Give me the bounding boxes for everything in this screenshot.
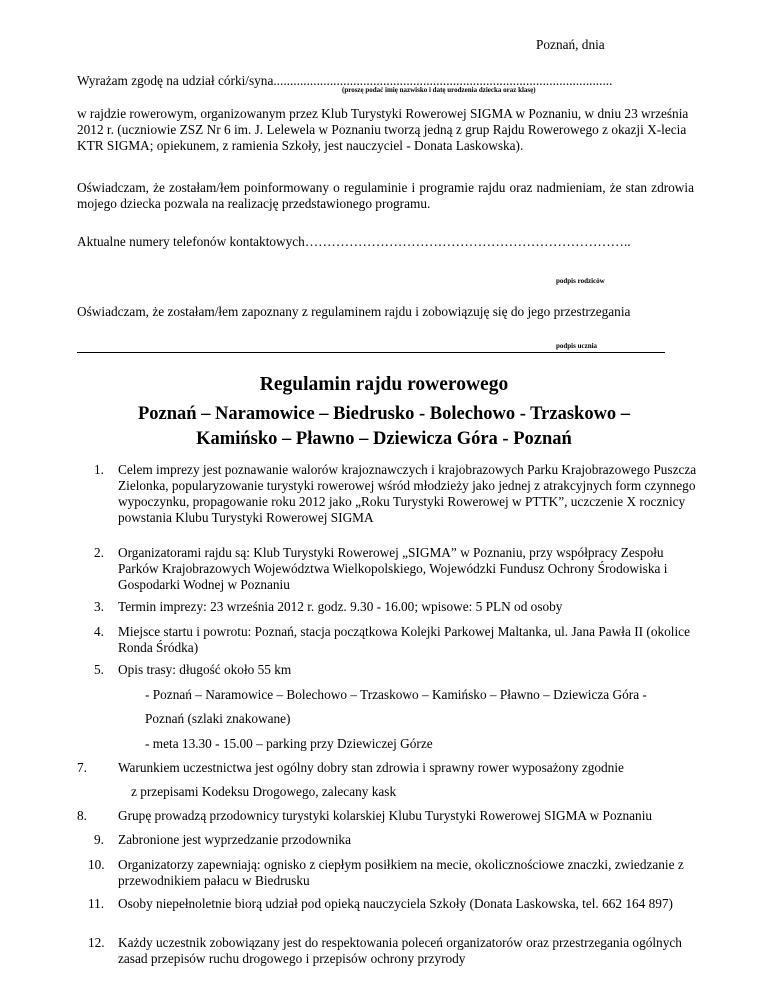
item-number: 1. <box>94 462 104 477</box>
item-text-cont: z przepisami Kodeksu Drogowego, zalecany kask <box>131 784 397 799</box>
item-number: 9. <box>94 832 104 847</box>
item-number: 5. <box>94 662 104 677</box>
signature-divider <box>77 352 665 353</box>
place-date: Poznań, dnia <box>536 37 605 52</box>
item-text: Warunkiem uczestnictwa jest ogólny dobry stan zdrowia i sprawny rower wyposażony zgodnie <box>118 760 624 775</box>
item-text: Miejsce startu i powrotu: Poznań, stacja początkowa Kolejki Parkowej Maltanka, ul. Jana Pawła II (okolice Ronda Śródka) <box>118 624 690 655</box>
item-number: 3. <box>94 599 104 614</box>
item-text: Organizatorzy zapewniają: ognisko z ciepłym posiłkiem na mecie, okolicznościowe znaczki, zwiedzanie z przewodnikiem pałacu w Biedrusku <box>118 857 684 888</box>
route-title-line2: Kamińsko – Pławno – Dziewicza Góra - Poznań <box>196 429 572 449</box>
item-text: Organizatorami rajdu są: Klub Turystyki Rowerowej „SIGMA” w Poznaniu, przy współpracy Zespołu Parków Krajobrazowych Województwa Wielkopolskiego, Wojewódzki Fundusz Ochrony Środowiska i Gospodarki Wodnej w Poznaniu <box>118 545 668 592</box>
item-number: 7. <box>77 760 87 775</box>
consent-line: Wyrażam zgodę na udział córki/syna...................................................................................................... <box>77 73 613 88</box>
item-text: Termin imprezy: 23 września 2012 r. godz. 9.30 - 16.00; wpisowe: 5 PLN od osoby <box>118 599 563 614</box>
student-signature-label: podpis ucznia <box>556 342 598 350</box>
item-number: 4. <box>94 624 104 639</box>
item-text: Osoby niepełnoletnie biorą udział pod opieką nauczyciela Szkoły (Donata Laskowska, tel. 662 164 897) <box>118 896 673 911</box>
route-finish: - meta 13.30 - 15.00 – parking przy Dziewiczej Górze <box>145 736 433 751</box>
route-description-cont: Poznań (szlaki znakowane) <box>145 711 291 726</box>
item-number: 2. <box>94 545 104 560</box>
declaration-paragraph: Oświadczam, że zostałam/łem poinformowany o regulaminie i programie rajdu oraz nadmieniam, że stan zdrowia mojego dziecka pozwala na realizację przedstawionego programu. <box>77 180 694 211</box>
regulations-title: Regulamin rajdu rowerowego <box>259 374 509 395</box>
item-text: Zabronione jest wyprzedzanie przodownika <box>118 832 351 847</box>
phones-line: Aktualne numery telefonów kontaktowych……………………………………………………………….. <box>77 234 631 249</box>
item-number: 11. <box>88 896 105 911</box>
consent-paragraph: w rajdzie rowerowym, organizowanym przez Klub Turystyki Rowerowej SIGMA w Poznaniu, w dniu 23 września 2012 r. (uczniowie ZSZ Nr 6 im. J. Lelewela w Poznaniu tworzą jedną z grup Rajdu Rowerowego z okazji X-lecia KTR SIGMA; opiekunem, z ramienia Szkoły, jest nauczyciel - Donata Laskowska). <box>77 106 689 153</box>
route-title-line1: Poznań – Naramowice – Biedrusko - Bolechowo - Trzaskowo – <box>137 404 631 424</box>
item-number: 10. <box>88 857 105 872</box>
route-description: - Poznań – Naramowice – Bolechowo – Trzaskowo – Kamińsko – Pławno – Dziewicza Góra - <box>145 687 647 702</box>
consent-hint: (proszę podać imię nazwisko i datę urodzenia dziecka oraz klasę) <box>342 86 536 94</box>
item-number: 8. <box>77 808 87 823</box>
parent-signature-label: podpis rodziców <box>556 277 605 285</box>
student-declaration: Oświadczam, że zostałam/łem zapoznany z regulaminem rajdu i zobowiązuję się do jego przestrzegania <box>77 304 631 319</box>
item-number: 12. <box>88 935 105 950</box>
item-text: Każdy uczestnik zobowiązany jest do respektowania poleceń organizatorów oraz przestrzegania ogólnych zasad przepisów ruchu drogowego i przepisów ochrony przyrody <box>118 935 682 966</box>
item-text: Opis trasy: długość około 55 km <box>118 662 292 677</box>
item-text: Celem imprezy jest poznawanie walorów krajoznawczych i krajobrazowych Parku Krajobrazowego Puszcza Zielonka, popularyzowanie turystyki rowerowej wśród młodzieży jako jednej z atrakcyjnych form czynnego wypoczynku, propagowanie roku 2012 jako „Roku Turystyki Rowerowej w PTTK”, uczczenie X rocznicy powstania Klubu Turystyki Rowerowej SIGMA <box>118 462 697 525</box>
item-text: Grupę prowadzą przodownicy turystyki kolarskiej Klubu Turystyki Rowerowej SIGMA w Poznaniu <box>118 808 653 823</box>
